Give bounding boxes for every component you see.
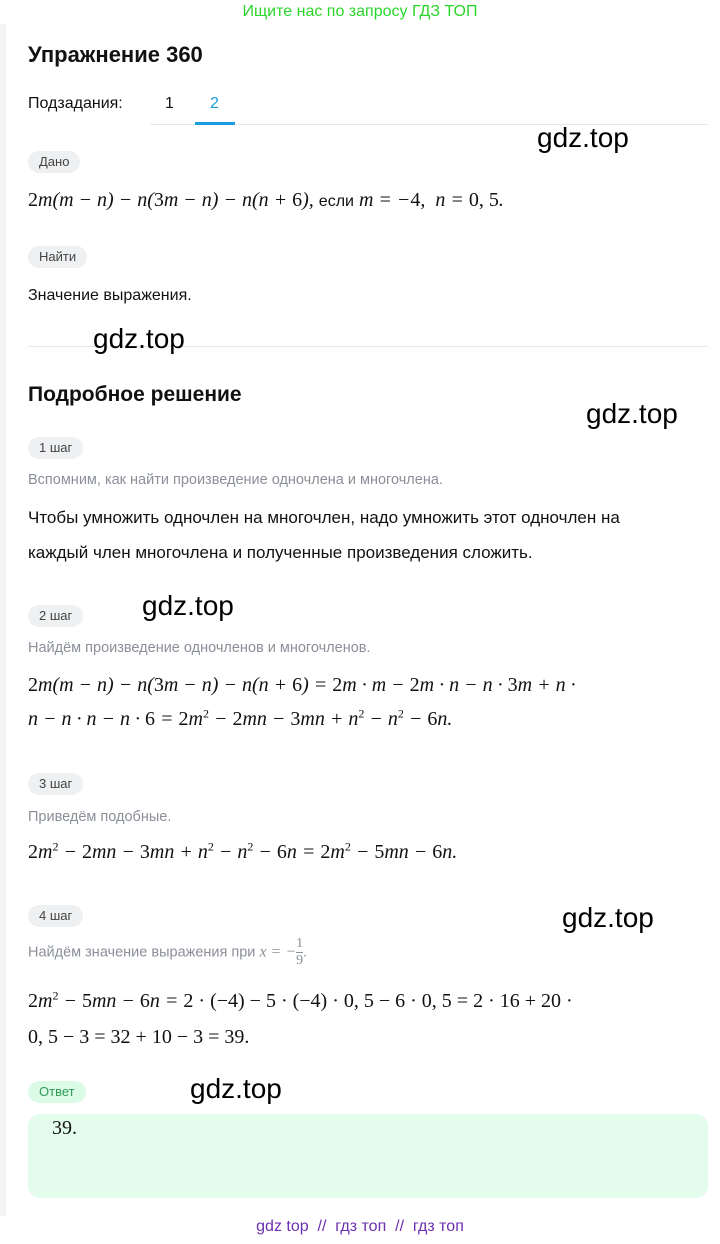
answer-value: 39. — [52, 1117, 77, 1139]
watermark: gdz.top — [537, 122, 629, 153]
step-3-hint: Приведём подобные. — [28, 809, 172, 825]
search-banner[interactable]: Ищите нас по запросу ГДЗ ТОП — [242, 3, 478, 20]
step-1-text-line2: каждый член многочлена и полученные произведения сложить. — [28, 543, 533, 562]
watermark: gdz.top — [93, 323, 185, 354]
find-badge: Найти — [28, 246, 87, 268]
given-expression: 2m(m − n) − n(3m − n) − n(n + 6), если m = −4, n = 0, 5. — [28, 189, 504, 211]
tab-subtask-2[interactable]: 2 — [210, 95, 219, 112]
solution-title: Подробное решение — [28, 383, 242, 406]
active-tab-indicator — [195, 122, 235, 125]
answer-box — [28, 1114, 708, 1198]
subtasks-label: Подзадания: — [28, 95, 123, 112]
step-1-badge: 1 шаг — [28, 437, 83, 459]
step-4-formula-line1: $2m^2 - 5mn - 6n = 2 \cdot (-4) - 5 \cdot (-4) \cdot 0$, 5 − 6 · 0, 5 = 2 · 16 + 20 · — [28, 988, 573, 1012]
step-1-hint: Вспомним, как найти произведение одночлена и многочлена. — [28, 472, 443, 488]
step-4-hint: Найдём значение выражения при — [28, 944, 256, 961]
watermark: gdz.top — [562, 902, 654, 933]
step-1-text-line1: Чтобы умножить одночлен на многочлен, надо умножить этот одночлен на — [28, 508, 620, 527]
watermark: gdz.top — [190, 1073, 282, 1104]
step-2-formula-line2: $n - n \cdot n - n \cdot 6 = 2m^2 - 2mn - 3mn + n^2 - n^2 - 6n$. — [28, 706, 453, 730]
step-4-hint-fraction: $\frac{1}{9}$ — [296, 936, 304, 968]
step-2-hint: Найдём произведение одночленов и многочленов. — [28, 640, 371, 656]
step-4-hint-math: x = − — [259, 943, 297, 961]
find-text: Значение выражения. — [28, 287, 192, 304]
step-3-formula: $2m^2 - 2mn - 3mn + n^2 - n^2 - 6n = 2m^2 - 5mn - 6n$. — [28, 839, 458, 863]
watermark: gdz.top — [586, 398, 678, 429]
step-2-formula-line1: 2m(m − n) − n(3m − n) − n(n + 6) = 2m · m − 2m · n − n · 3m + n · — [28, 674, 576, 696]
watermark: gdz.top — [142, 590, 234, 621]
step-2-badge: 2 шаг — [28, 605, 83, 627]
step-4-hint-row: Найдём значение выражения при x = − $\frac{1}{9}$ . — [28, 936, 308, 968]
tab-subtask-1[interactable]: 1 — [165, 95, 174, 112]
answer-badge: Ответ — [28, 1081, 86, 1103]
step-3-badge: 3 шаг — [28, 773, 83, 795]
page-title: Упражнение 360 — [28, 42, 203, 67]
step-4-badge: 4 шаг — [28, 905, 83, 927]
step-4-formula-line2: 0, 5 − 3 = 32 + 10 − 3 = 39. — [28, 1026, 250, 1048]
given-if-word: если — [318, 193, 354, 210]
footer-links[interactable]: gdz top // гдз топ // гдз топ — [256, 1218, 464, 1235]
given-badge: Дано — [28, 151, 80, 173]
